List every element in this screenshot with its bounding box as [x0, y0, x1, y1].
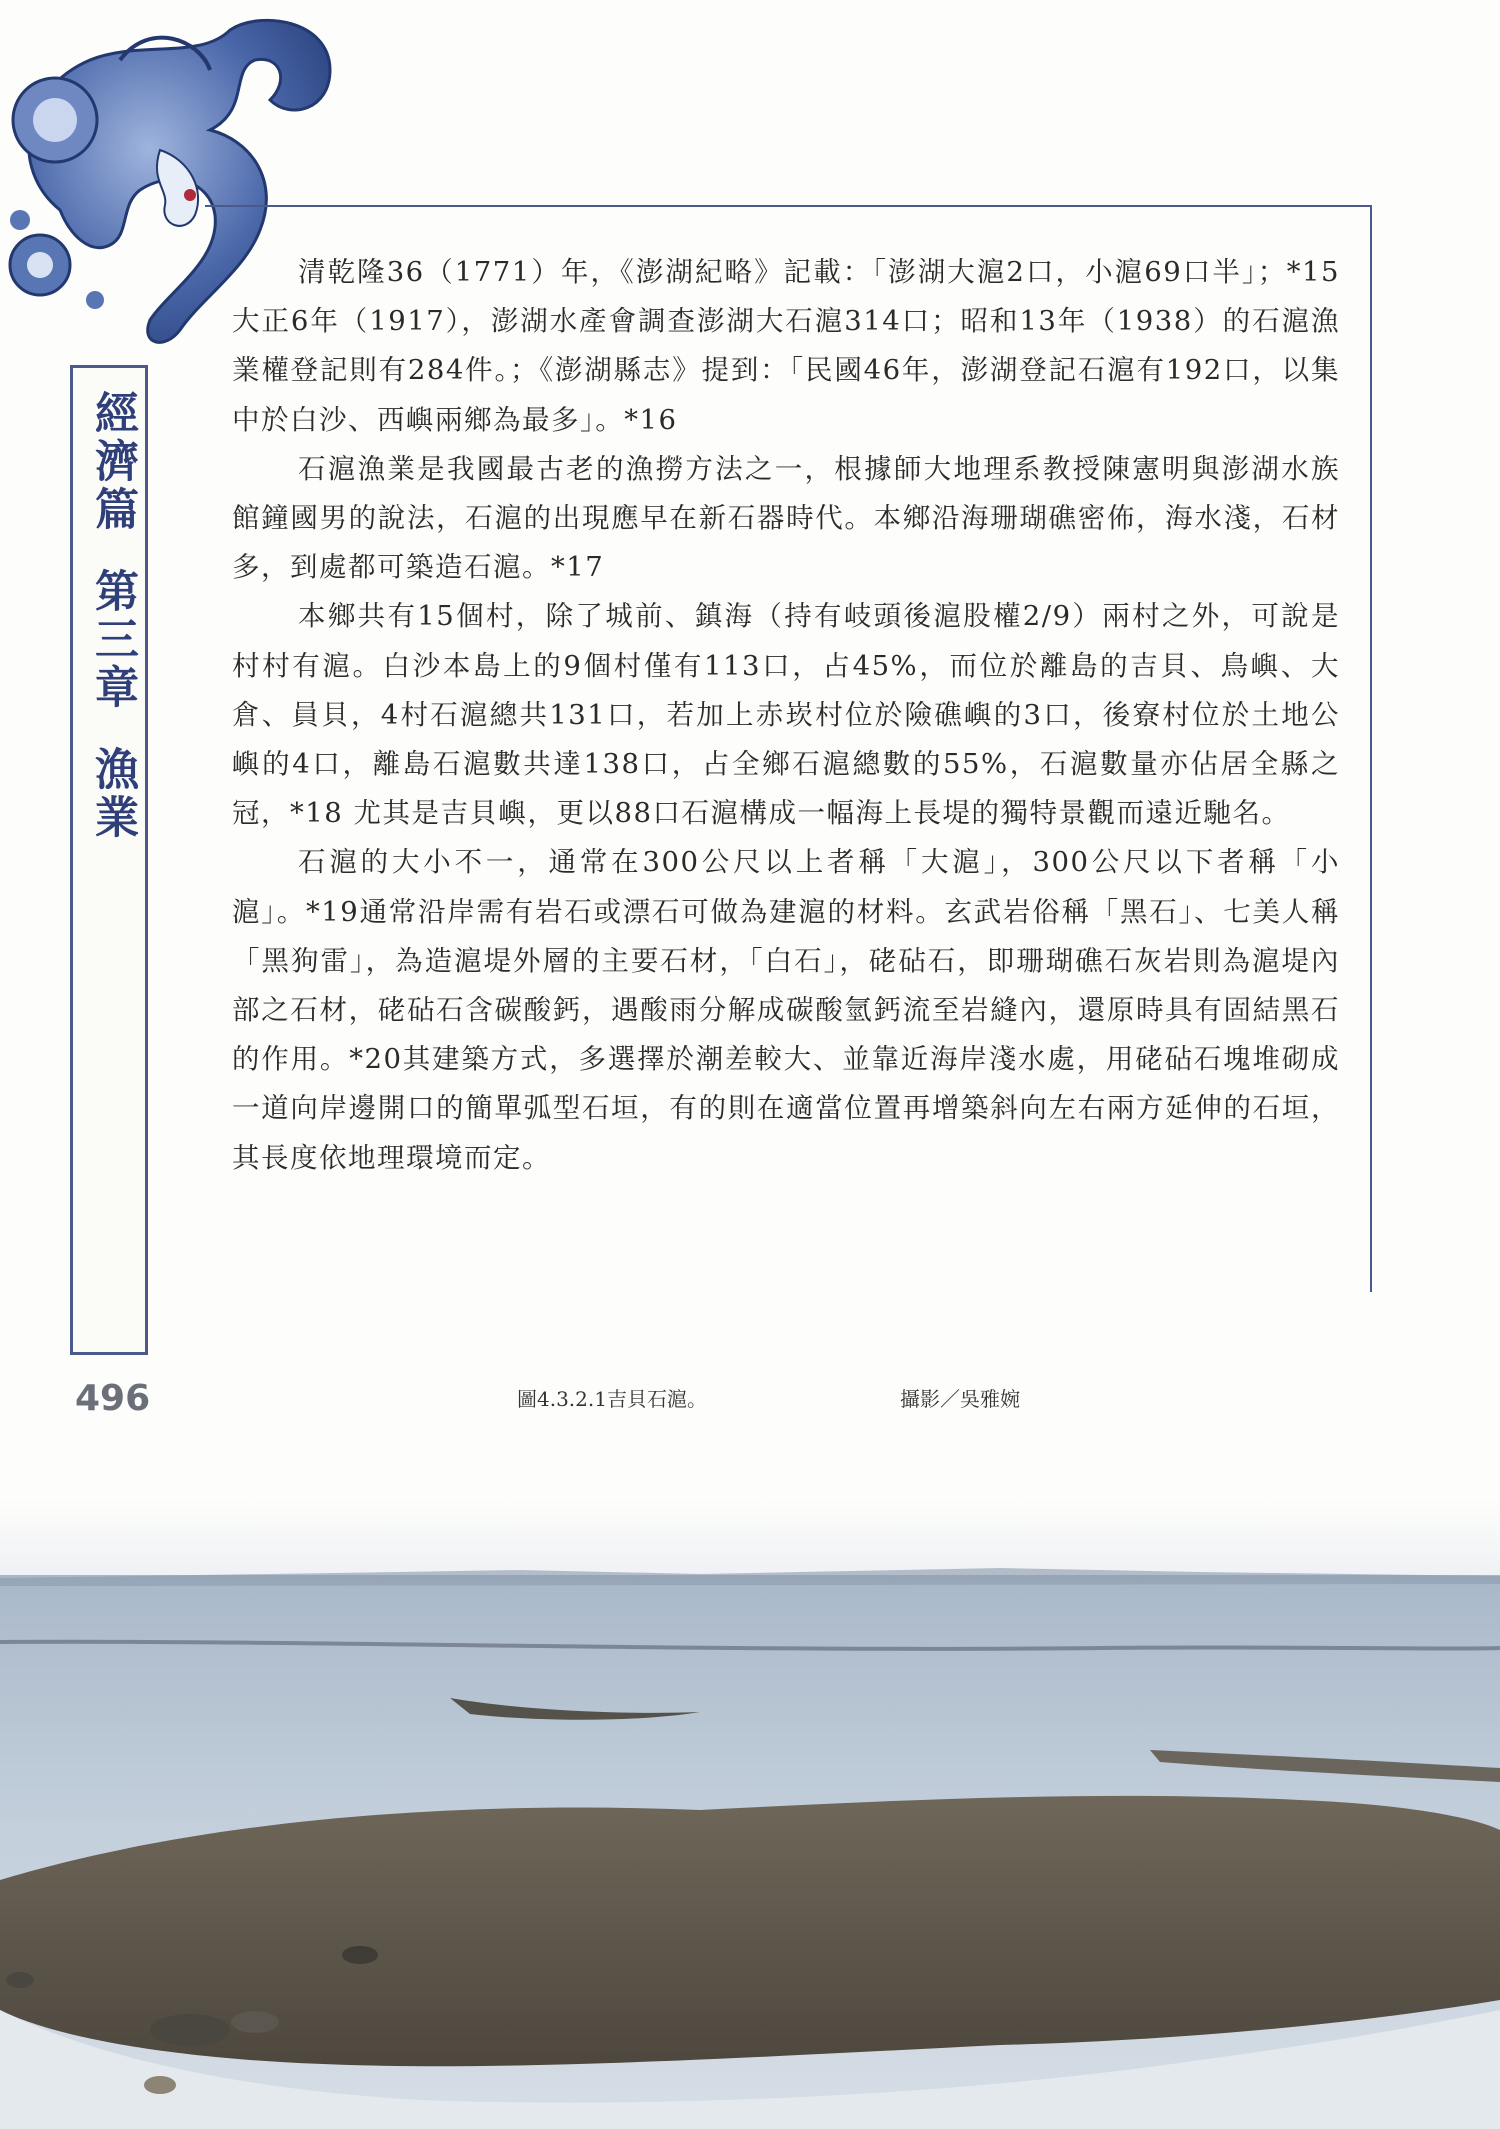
- paragraph-3: 本鄉共有15個村，除了城前、鎮海（持有岐頭後滬股權2/9）兩村之外，可說是村村有滬。白沙本島上的9個村僅有113口，占45%，而位於離島的吉貝、鳥嶼、大倉、員貝，4村石滬總共131口，若加上赤崁村位於險礁嶼的3口，後寮村位於土地公嶼的4口，離島石滬數共達138口，占全鄉石滬總數的55%，石滬數量亦佔居全縣之冠，*18 尤其是吉貝嶼，更以88口石滬構成一幅海上長堤的獨特景觀而遠近馳名。: [232, 600, 1340, 830]
- seascape-photo: [0, 1500, 1500, 2129]
- chapter-label: 第三章: [87, 568, 138, 712]
- paragraph-2: 石滬漁業是我國最古老的漁撈方法之一，根據師大地理系教授陳憲明與澎湖水族館鐘國男的說法，石滬的出現應早在新石器時代。本鄉沿海珊瑚礁密佈，海水淺，石材多，到處都可築造石滬。*17: [232, 452, 1340, 584]
- body-text: [232, 248, 1340, 1183]
- paragraph-1: 清乾隆36（1771）年，《澎湖紀略》記載：「澎湖大滬2口，小滬69口半」；*15大正6年（1917），澎湖水產會調查澎湖大石滬314口；昭和13年（1938）的石滬漁業權登記則有284件。；《澎湖縣志》提到：「民國46年，澎湖登記石滬有192口，以集中於白沙、西嶼兩鄉為最多」。*16: [232, 256, 1340, 436]
- section-label: 經濟篇: [87, 390, 138, 534]
- topic-label: 漁業: [87, 746, 138, 842]
- chapter-title: [73, 390, 151, 842]
- figure-caption: 圖4.3.2.1吉貝石滬。: [517, 1387, 707, 1411]
- paragraph-4: 石滬的大小不一，通常在300公尺以上者稱「大滬」，300公尺以下者稱「小滬」。*19通常沿岸需有岩石或漂石可做為建滬的材料。玄武岩俗稱「黑石」、七美人稱「黑狗雷」，為造滬堤外層的主要石材，「白石」，硓砧石，即珊瑚礁石灰岩則為滬堤內部之石材，硓砧石含碳酸鈣，遇酸雨分解成碳酸氫鈣流至岩縫內，還原時具有固結黑石的作用。*20其建築方式，多選擇於潮差較大、並靠近海岸淺水處，用硓砧石塊堆砌成一道向岸邊開口的簡單弧型石垣，有的則在適當位置再增築斜向左右兩方延伸的石垣，其長度依地理環境而定。: [232, 846, 1340, 1174]
- chapter-side-tab: [70, 365, 148, 1355]
- page-number: 496: [75, 1378, 151, 1419]
- photo-credit: 攝影／吳雅婉: [900, 1387, 1020, 1411]
